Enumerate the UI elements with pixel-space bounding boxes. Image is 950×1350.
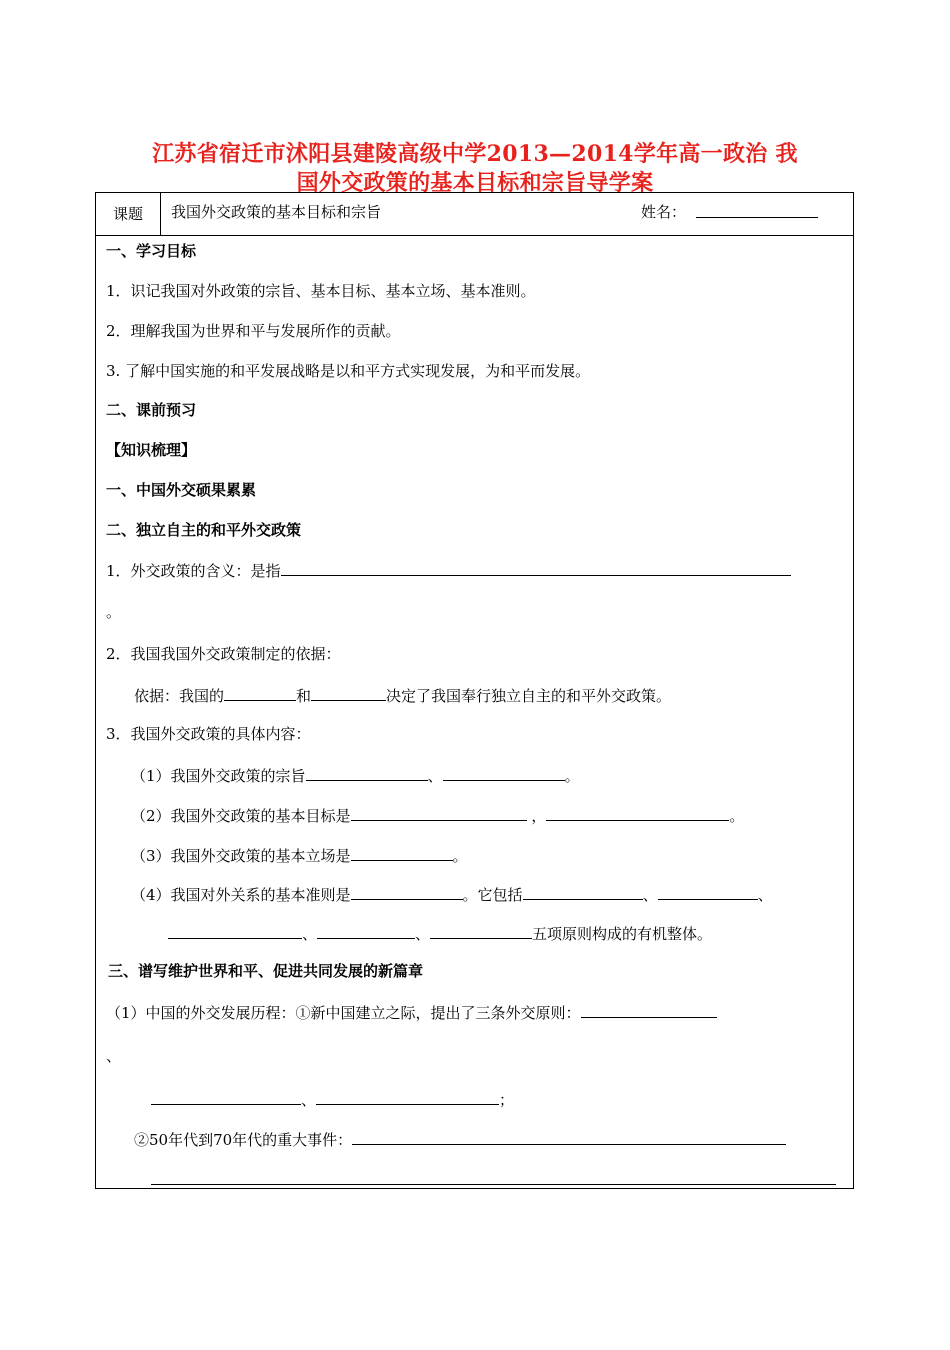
question-2-basis: 依据：我国的 和 决定了我国奉行独立自主的和平外交政策。 (134, 684, 671, 706)
goal-2: 2．理解我国为世界和平与发展所作的贡献。 (106, 322, 401, 340)
title-line-1: 江苏省宿迁市沭阳县建陵高级中学2013—2014学年高一政治 我 (152, 141, 798, 167)
worksheet-table (95, 192, 854, 1189)
principle-blank-b[interactable] (151, 1088, 301, 1105)
goal-blank-2[interactable] (546, 804, 729, 821)
principle-blank-2[interactable] (658, 883, 758, 900)
goal-1: 1．识记我国对外政策的宗旨、基本目标、基本立场、基本准则。 (106, 282, 536, 300)
question-1-end: 。 (106, 603, 122, 621)
norm-blank[interactable] (351, 883, 463, 900)
principle-blank-4[interactable] (317, 922, 415, 939)
stance-blank[interactable] (351, 844, 453, 861)
knowledge-heading: 【知识梳理】 (106, 441, 197, 459)
question-3-1: （1）我国外交政策的宗旨 、 。 (131, 764, 580, 786)
knowledge-item-1: 一、中国外交硕果累累 (106, 481, 257, 499)
document-title (95, 140, 855, 198)
name-blank[interactable] (696, 217, 818, 218)
principle-blank-c[interactable] (316, 1088, 499, 1105)
basis-blank-2[interactable] (311, 684, 386, 701)
knowledge-item-2: 二、独立自主的和平外交政策 (106, 521, 302, 539)
history-2-cont (151, 1168, 836, 1190)
principle-blank-1[interactable] (523, 883, 643, 900)
events-blank-1[interactable] (352, 1128, 786, 1145)
name-label: 姓名： (641, 203, 687, 221)
title-line-2: 国外交政策的基本目标和宗旨导学案 (296, 170, 654, 196)
question-1-blank[interactable] (281, 559, 791, 576)
purpose-blank-1[interactable] (306, 764, 428, 781)
history-1-sep: 、 (106, 1047, 122, 1065)
topic-label: 课题 (96, 193, 161, 235)
principle-blank-a[interactable] (581, 1001, 717, 1018)
question-3-4: （4）我国对外关系的基本准则是 。它包括 、 、 (131, 883, 773, 905)
question-2: 2．我国我国外交政策制定的依据： (106, 645, 341, 663)
goal-3: 3. 了解中国实施的和平发展战略是以和平方式实现发展，为和平而发展。 (106, 362, 591, 380)
section-heading-goals: 一、学习目标 (106, 242, 197, 260)
basis-blank-1[interactable] (224, 684, 296, 701)
goal-blank-1[interactable] (351, 804, 527, 821)
purpose-blank-2[interactable] (443, 764, 565, 781)
knowledge-item-3: 三、谱写维护世界和平、促进共同发展的新篇章 (108, 962, 424, 980)
history-1-cont: 、 ； (151, 1088, 514, 1110)
question-3-3: （3）我国外交政策的基本立场是 。 (131, 844, 468, 866)
header-row (96, 193, 853, 236)
question-3-4-cont: 、 、 五项原则构成的有机整体。 (168, 922, 712, 944)
topic-title: 我国外交政策的基本目标和宗旨 (171, 203, 382, 221)
principle-blank-3[interactable] (168, 922, 302, 939)
section-heading-preview: 二、课前预习 (106, 401, 197, 419)
question-3: 3．我国外交政策的具体内容： (106, 725, 311, 743)
question-1-text: 1．外交政策的含义：是指 (106, 562, 281, 580)
question-3-2: （2）我国外交政策的基本目标是 ， 。 (131, 804, 744, 826)
events-blank-2[interactable] (151, 1168, 836, 1185)
question-1 (106, 559, 791, 581)
history-2: ②50年代到70年代的重大事件： (134, 1128, 786, 1150)
history-1: （1）中国的外交发展历程：①新中国建立之际，提出了三条外交原则： (106, 1001, 717, 1023)
principle-blank-5[interactable] (430, 922, 532, 939)
